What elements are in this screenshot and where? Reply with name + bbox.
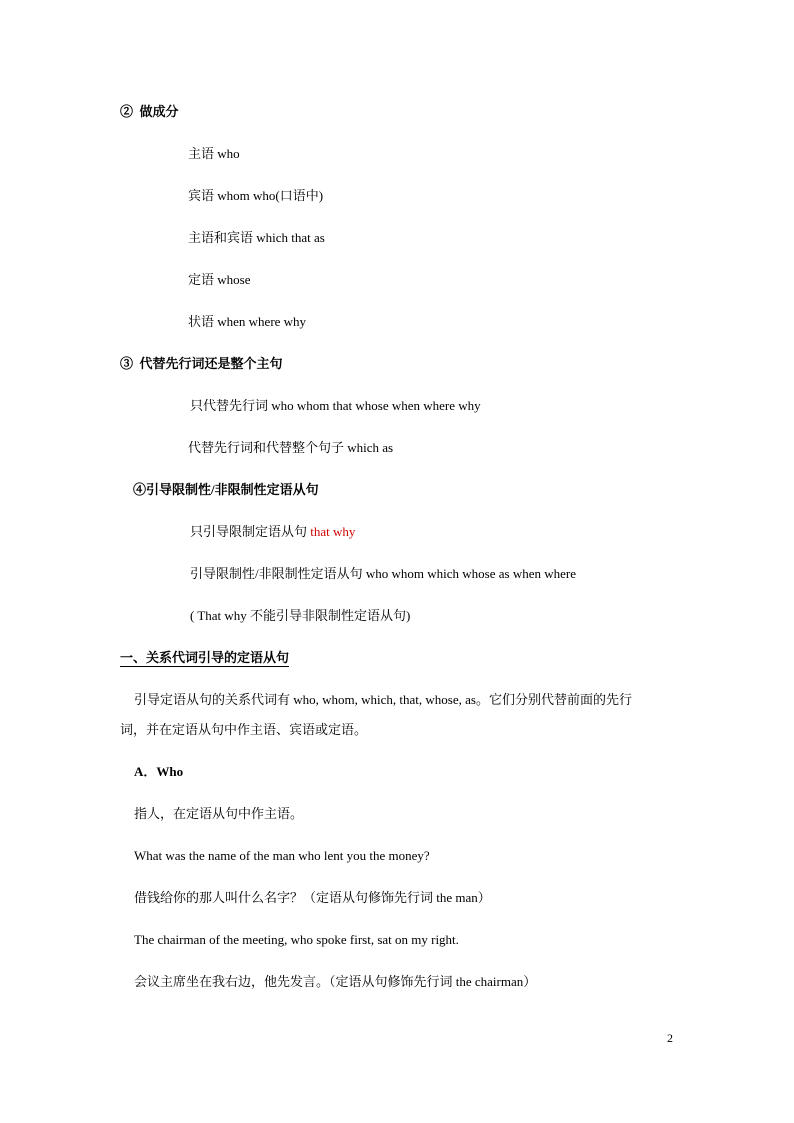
section-2-title: 做成分 xyxy=(139,104,179,119)
section-4-highlight: that why xyxy=(310,524,356,539)
section-2-item-object: 宾语 whom who(口语中) xyxy=(188,188,324,203)
part-1-intro-line-2: 词，并在定语从句中作主语、宾语或定语。 xyxy=(120,722,368,737)
section-3-item-antecedent-only: 只代替先行词 who whom that whose when where why xyxy=(190,398,481,413)
section-3-item-antecedent-and-clause: 代替先行词和代替整个句子 which as xyxy=(188,440,394,455)
example-1-chinese: 借钱给你的那人叫什么名字？（定语从句修饰先行词 the man） xyxy=(134,890,491,905)
section-2-item-attributive: 定语 whose xyxy=(188,272,251,287)
section-2-item-subject: 主语 who xyxy=(188,146,240,161)
section-2-heading xyxy=(120,104,179,120)
section-2-item-subject-object: 主语和宾语 which that as xyxy=(188,230,325,245)
example-2-chinese: 会议主席坐在我右边，他先发言。（定语从句修饰先行词 the chairman） xyxy=(134,974,537,989)
who-description: 指人，在定语从句中作主语。 xyxy=(134,806,304,821)
example-1-english: What was the name of the man who lent you the money? xyxy=(134,848,430,863)
section-4-heading: ④引导限制性/非限制性定语从句 xyxy=(133,482,319,497)
part-1-heading xyxy=(120,650,289,666)
example-2-english: The chairman of the meeting, who spoke first, sat on my right. xyxy=(134,932,459,947)
section-3-marker: ③ xyxy=(120,356,134,371)
part-1-intro-line-1: 引导定语从句的关系代词有 who, whom, which, that, whose, as。它们分别代替前面的先行 xyxy=(134,692,632,707)
section-2-marker: ② xyxy=(120,104,134,119)
section-3-heading xyxy=(120,356,283,372)
section-3-title: 代替先行词还是整个主句 xyxy=(139,356,283,371)
page-number: 2 xyxy=(667,1031,673,1045)
part-1-title: 一、关系代词引导的定语从句 xyxy=(120,650,290,665)
section-4-item-both: 引导限制性/非限制性定语从句 who whom which whose as when where xyxy=(190,566,576,581)
subheading-who: A．Who xyxy=(134,764,184,779)
section-4-item-prefix: 只引导限制定语从句 xyxy=(190,524,311,539)
section-2-item-adverbial: 状语 when where why xyxy=(188,314,307,329)
section-4-item-note: ( That why 不能引导非限制性定语从句) xyxy=(190,608,411,623)
section-4-item-restrictive-only xyxy=(190,524,355,540)
